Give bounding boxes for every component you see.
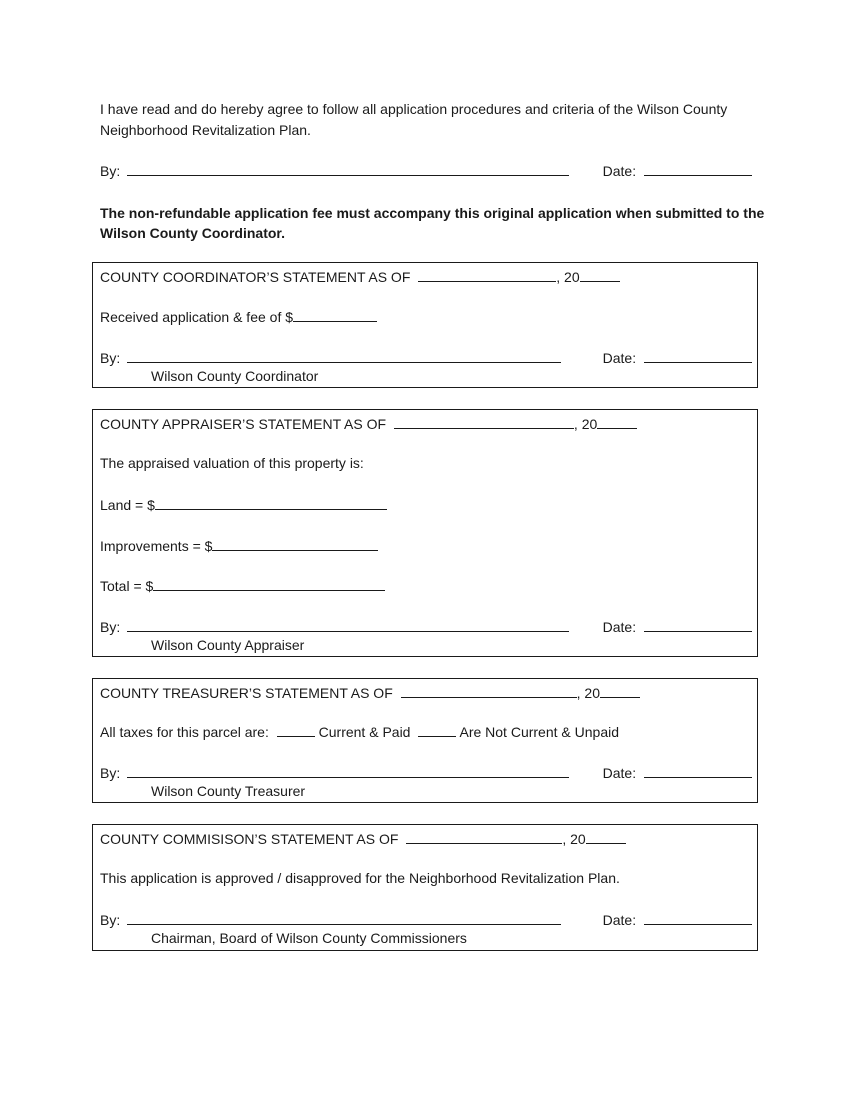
agreement-signature-row [100,161,752,181]
date-line[interactable] [644,910,752,925]
year-line[interactable] [586,829,626,844]
coordinator-statement-box [92,262,758,388]
date-line[interactable] [644,161,752,176]
taxes-row [100,722,752,742]
improvements-value-line[interactable] [212,536,378,551]
by-label: By: [100,619,121,635]
by-label: By: [100,163,121,179]
date-group [603,348,752,366]
date-line[interactable] [644,617,752,632]
appraiser-heading: COUNTY APPRAISER’S STATEMENT AS OF [100,416,387,432]
fee-amount-line[interactable] [293,307,377,322]
by-label: By: [100,350,121,366]
year-prefix: , 20 [556,269,580,285]
year-prefix: , 20 [576,685,600,701]
signature-line[interactable] [127,161,569,176]
date-line[interactable] [644,348,752,363]
land-label: Land = $ [100,497,155,513]
year-line[interactable] [597,414,637,429]
year-line[interactable] [600,683,640,698]
year-prefix: , 20 [573,416,598,432]
improvements-row [100,536,752,556]
appraiser-statement-box [92,409,758,657]
appraiser-signer: Wilson County Appraiser [151,637,305,653]
statement-date-line[interactable] [394,414,574,429]
commission-heading-row [100,829,752,849]
date-label: Date: [602,350,637,366]
coordinator-signature-row [100,348,752,368]
signature-line[interactable] [127,910,561,925]
date-label: Date: [602,912,637,928]
agreement-paragraph: I have read and do hereby agree to follow all application procedures and criteria of the Wilson County Neighborhood Revitalization Plan. [100,101,728,138]
treasurer-statement-box [92,678,758,803]
treasurer-heading-row [100,683,752,703]
treasurer-heading: COUNTY TREASURER’S STATEMENT AS OF [100,685,393,701]
signature-line[interactable] [127,617,569,632]
land-row [100,495,752,515]
taxes-label: All taxes for this parcel are: [100,724,269,740]
land-value-line[interactable] [155,495,387,510]
total-label: Total = $ [100,578,154,594]
commission-statement-box [92,824,758,951]
date-line[interactable] [644,763,752,778]
coordinator-heading-row [100,267,752,287]
coordinator-heading: COUNTY COORDINATOR’S STATEMENT AS OF [100,269,411,285]
not-current-checkline[interactable] [418,722,456,737]
signature-line[interactable] [127,763,569,778]
appraiser-signature-row [100,617,752,637]
received-fee-row [100,307,752,327]
statement-date-line[interactable] [418,267,556,282]
by-label: By: [100,912,121,928]
improvements-label: Improvements = $ [100,538,213,554]
treasurer-signer: Wilson County Treasurer [151,783,306,799]
by-label: By: [100,765,121,781]
valuation-text: The appraised valuation of this property is: [100,455,364,471]
received-fee-label: Received application & fee of $ [100,309,294,325]
current-paid-checkline[interactable] [277,722,315,737]
date-group [603,161,752,179]
date-group [603,910,752,928]
date-label: Date: [602,163,637,179]
statement-date-line[interactable] [406,829,562,844]
year-line[interactable] [580,267,620,282]
date-group [603,763,752,781]
total-row [100,576,752,596]
signature-line[interactable] [127,348,561,363]
fee-notice: The non-refundable application fee must accompany this original application when submitted to the Wilson County Coordinator. [100,205,765,241]
not-current-option: Are Not Current & Unpaid [459,724,620,740]
appraiser-heading-row [100,414,752,434]
commission-signature-row [100,910,752,930]
date-label: Date: [602,619,637,635]
statement-date-line[interactable] [401,683,577,698]
commission-signer: Chairman, Board of Wilson County Commissioners [151,930,467,946]
current-paid-option: Current & Paid [318,724,411,740]
year-prefix: , 20 [562,831,586,847]
approval-text: This application is approved / disapproved for the Neighborhood Revitalization Plan. [100,870,620,886]
treasurer-signature-row [100,763,752,783]
date-label: Date: [602,765,637,781]
total-value-line[interactable] [153,576,385,591]
commission-heading: COUNTY COMMISISON’S STATEMENT AS OF [100,831,399,847]
coordinator-signer: Wilson County Coordinator [151,368,319,384]
date-group [603,617,752,635]
